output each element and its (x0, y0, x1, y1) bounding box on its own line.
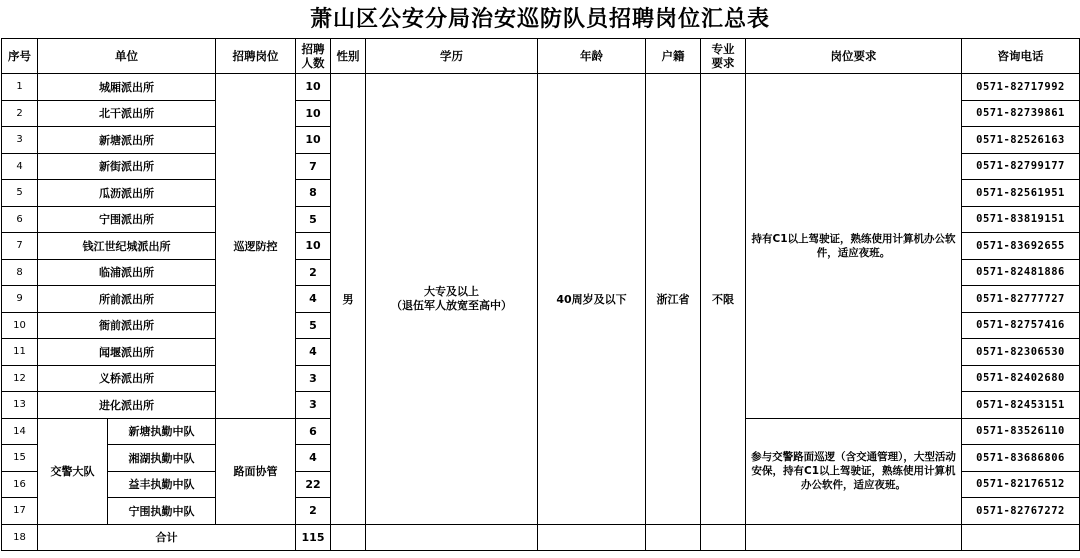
phone-number: 0571-83819151 (962, 206, 1080, 233)
requirements-text: 参与交警路面巡逻（含交通管理），大型活动安保，持有C1以上驾驶证，熟练使用计算机办公软件，适应夜班。 (746, 418, 962, 524)
header-count: 招聘 人数 (296, 39, 331, 74)
header-age: 年龄 (538, 39, 646, 74)
phone-number: 0571-83692655 (962, 233, 1080, 260)
unit-name: 北干派出所 (38, 100, 216, 127)
empty-cell (538, 524, 646, 551)
empty-cell (366, 524, 538, 551)
unit-name: 临浦派出所 (38, 259, 216, 286)
unit-name: 进化派出所 (38, 392, 216, 419)
unit-name: 新街派出所 (38, 153, 216, 180)
header-gender: 性别 (331, 39, 366, 74)
hire-count: 5 (296, 312, 331, 339)
phone-number: 0571-82767272 (962, 498, 1080, 525)
phone-number: 0571-82481886 (962, 259, 1080, 286)
hire-count: 5 (296, 206, 331, 233)
phone-number: 0571-82526163 (962, 127, 1080, 154)
hire-count: 10 (296, 127, 331, 154)
row-index: 15 (2, 445, 38, 472)
hire-count: 22 (296, 471, 331, 498)
row-index: 14 (2, 418, 38, 445)
requirements-text: 持有C1以上驾驶证，熟练使用计算机办公软件，适应夜班。 (746, 74, 962, 419)
header-phone: 咨询电话 (962, 39, 1080, 74)
header-row (2, 39, 1080, 74)
row-index: 18 (2, 524, 38, 551)
hire-count: 10 (296, 74, 331, 101)
hire-count: 10 (296, 233, 331, 260)
hire-count: 2 (296, 498, 331, 525)
header-position: 招聘岗位 (216, 39, 296, 74)
unit-name: 所前派出所 (38, 286, 216, 313)
empty-cell (746, 524, 962, 551)
header-education: 学历 (366, 39, 538, 74)
hire-count: 4 (296, 445, 331, 472)
unit-name: 城厢派出所 (38, 74, 216, 101)
row-index: 11 (2, 339, 38, 366)
phone-number: 0571-82757416 (962, 312, 1080, 339)
education-value: 大专及以上 （退伍军人放宽至高中） (366, 74, 538, 525)
phone-number: 0571-82717992 (962, 74, 1080, 101)
phone-number: 0571-82402680 (962, 365, 1080, 392)
unit-name: 闻堰派出所 (38, 339, 216, 366)
phone-number: 0571-82777727 (962, 286, 1080, 313)
total-row (2, 524, 1080, 551)
traffic-brigade-name: 交警大队 (38, 418, 108, 524)
position-name: 路面协管 (216, 418, 296, 524)
row-index: 3 (2, 127, 38, 154)
row-index: 5 (2, 180, 38, 207)
empty-cell (646, 524, 701, 551)
table-row (2, 74, 1080, 101)
empty-cell (701, 524, 746, 551)
hire-count: 4 (296, 286, 331, 313)
header-unit: 单位 (38, 39, 216, 74)
header-major: 专业 要求 (701, 39, 746, 74)
header-index: 序号 (2, 39, 38, 74)
unit-name: 瓜沥派出所 (38, 180, 216, 207)
unit-name: 钱江世纪城派出所 (38, 233, 216, 260)
phone-number: 0571-82739861 (962, 100, 1080, 127)
hire-count: 7 (296, 153, 331, 180)
unit-name: 新塘执勤中队 (108, 418, 216, 445)
phone-number: 0571-83686806 (962, 445, 1080, 472)
row-index: 7 (2, 233, 38, 260)
page-title: 萧山区公安分局治安巡防队员招聘岗位汇总表 (309, 6, 770, 32)
row-index: 2 (2, 100, 38, 127)
row-index: 13 (2, 392, 38, 419)
hire-count: 6 (296, 418, 331, 445)
unit-name: 新塘派出所 (38, 127, 216, 154)
row-index: 4 (2, 153, 38, 180)
unit-name: 衙前派出所 (38, 312, 216, 339)
header-requirements: 岗位要求 (746, 39, 962, 74)
phone-number: 0571-82176512 (962, 471, 1080, 498)
row-index: 17 (2, 498, 38, 525)
hire-count: 2 (296, 259, 331, 286)
row-index: 1 (2, 74, 38, 101)
row-index: 9 (2, 286, 38, 313)
age-value: 40周岁及以下 (538, 74, 646, 525)
unit-name: 湘湖执勤中队 (108, 445, 216, 472)
hire-count: 3 (296, 365, 331, 392)
phone-number: 0571-82306530 (962, 339, 1080, 366)
row-index: 12 (2, 365, 38, 392)
row-index: 6 (2, 206, 38, 233)
major-value: 不限 (701, 74, 746, 525)
position-name: 巡逻防控 (216, 74, 296, 419)
phone-number: 0571-82799177 (962, 153, 1080, 180)
hire-count: 3 (296, 392, 331, 419)
header-hukou: 户籍 (646, 39, 701, 74)
hire-count: 10 (296, 100, 331, 127)
row-index: 10 (2, 312, 38, 339)
unit-name: 宁围派出所 (38, 206, 216, 233)
unit-name: 义桥派出所 (38, 365, 216, 392)
unit-name: 宁围执勤中队 (108, 498, 216, 525)
row-index: 8 (2, 259, 38, 286)
phone-number: 0571-82453151 (962, 392, 1080, 419)
hire-count: 8 (296, 180, 331, 207)
empty-cell (962, 524, 1080, 551)
empty-cell (331, 524, 366, 551)
total-count: 115 (296, 524, 331, 551)
gender-value: 男 (331, 74, 366, 525)
row-index: 16 (2, 471, 38, 498)
phone-number: 0571-82561951 (962, 180, 1080, 207)
hire-count: 4 (296, 339, 331, 366)
hukou-value: 浙江省 (646, 74, 701, 525)
unit-name: 益丰执勤中队 (108, 471, 216, 498)
total-label: 合计 (38, 524, 296, 551)
recruitment-table (1, 38, 1080, 551)
phone-number: 0571-83526110 (962, 418, 1080, 445)
